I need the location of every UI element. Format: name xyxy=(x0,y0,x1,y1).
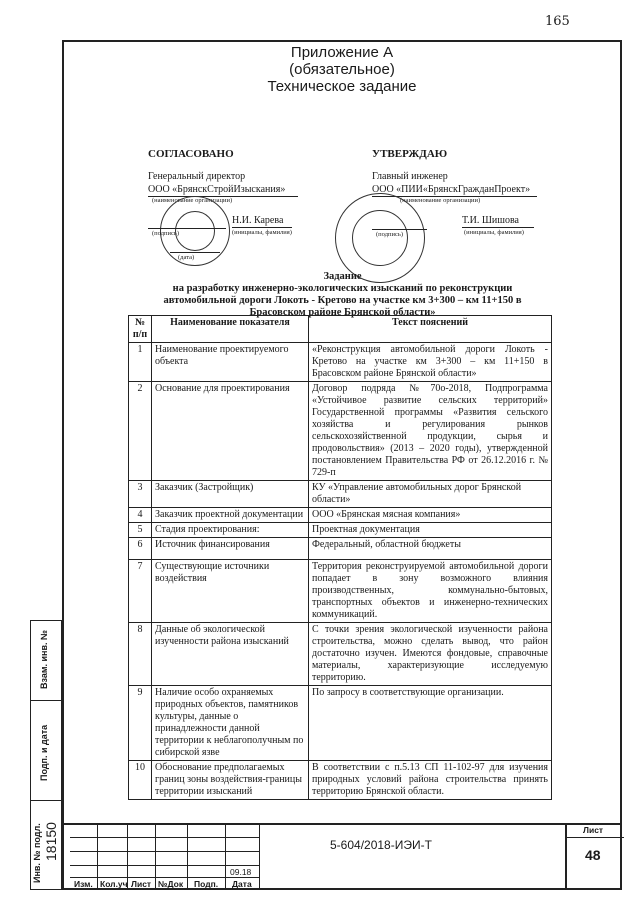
left-date-caption: (дата) xyxy=(178,254,195,261)
col-podp-label: Подп. xyxy=(194,879,219,889)
table-row xyxy=(129,382,552,481)
table-row xyxy=(129,623,552,686)
right-organization: ООО «ПИИ«БрянскГражданПроект» xyxy=(372,183,537,197)
row-explanation: С точки зрения экологической изученности района строительства, можно сделать вывод, что район достаточно изучен. Имеются фондовые, справочные материалы, характеризующие исследуемую территорию. xyxy=(309,623,552,686)
col-izm-label: Изм. xyxy=(74,879,93,889)
sheet-label: Лист xyxy=(583,825,604,835)
row-number: 9 xyxy=(129,686,152,761)
table-row xyxy=(129,538,552,560)
podp-label: Подп. и дата xyxy=(39,724,49,781)
appendix-caption: Техническое задание xyxy=(267,78,417,95)
inv-value: 18150 xyxy=(43,822,59,861)
left-name: Н.И. Карева xyxy=(232,214,292,228)
agreed-heading: СОГЛАСОВАНО xyxy=(148,148,234,160)
sidebar-podp-cell xyxy=(31,701,61,801)
col-list-label: Лист xyxy=(131,879,152,889)
row-number: 7 xyxy=(129,560,152,623)
right-org-caption: (наименование организации) xyxy=(400,197,481,204)
left-sign-line xyxy=(148,228,226,229)
header-number: № п/п xyxy=(129,316,152,343)
row-explanation: ООО «Брянская мясная компания» xyxy=(309,508,552,523)
row-number: 8 xyxy=(129,623,152,686)
col-data-label: Дата xyxy=(232,879,252,889)
sheet-box xyxy=(565,823,624,890)
row-parameter: Заказчик проектной документации xyxy=(152,508,309,523)
table-row xyxy=(129,481,552,508)
right-name: Т.И. Шишова xyxy=(462,214,534,228)
row-parameter: Источник финансирования xyxy=(152,538,309,560)
col-kol-label: Кол.уч xyxy=(100,879,128,889)
row-number: 1 xyxy=(129,343,152,382)
left-position: Генеральный директор xyxy=(148,171,246,182)
task-line-1: на разработку инженерно-экологических изысканий по реконструкции xyxy=(172,283,513,294)
row-explanation: Федеральный, областной бюджеты xyxy=(309,538,552,560)
row-explanation: В соответствии с п.5.13 СП 11-102-97 для изучения природных условий района строительства принять территорию Брянской области. xyxy=(309,761,552,800)
document-number: 5-604/2018-ИЭИ-Т xyxy=(330,838,432,852)
left-stamp-sidebar xyxy=(30,620,62,890)
table-header-row xyxy=(129,316,552,343)
row-explanation: Договор подряда №70о-2018, Подпрограмма «Устойчивое развитие сельских территорий» Государственной программы «Развития сельского хозяйства и регулирования рынков сельскохозяйственной продукции, сырья и продовольствия» (2013 – 2020 годы), утвержденной постановлением Правительства РФ от 26.12.2016 г. № 729-п xyxy=(309,382,552,481)
table-row xyxy=(129,686,552,761)
row-parameter: Основание для проектирования xyxy=(152,382,309,481)
row-number: 5 xyxy=(129,523,152,538)
vzam-label: Взам. инв. № xyxy=(39,629,49,689)
row-explanation: КУ «Управление автомобильных дорог Брянской области» xyxy=(309,481,552,508)
approved-heading: УТВЕРЖДАЮ xyxy=(372,148,448,160)
left-organization: ООО «БрянскСтройИзыскания» xyxy=(148,183,298,197)
appendix-title: Приложение А xyxy=(290,44,394,61)
specification-table xyxy=(128,315,552,800)
right-name-caption: (инициалы, фамилия) xyxy=(464,229,524,236)
row-explanation: «Реконструкция автомобильной дороги Локоть - Кретово на участке км 3+300 – км 11+150 в Брасовском районе Брянской области» xyxy=(309,343,552,382)
appendix-subtitle: (обязательное) xyxy=(289,61,395,78)
row-explanation: По запросу в соответствующие организации. xyxy=(309,686,552,761)
stamp-date-value: 09.18 xyxy=(230,867,252,877)
revision-grid xyxy=(70,823,260,890)
right-seal-inner xyxy=(352,210,408,266)
table-row xyxy=(129,523,552,538)
table-row xyxy=(129,343,552,382)
inv-label: Инв. № подл. xyxy=(32,823,42,883)
row-number: 2 xyxy=(129,382,152,481)
table-row xyxy=(129,508,552,523)
row-explanation: Территория реконструируемой автомобильной дороги попадает в зону возможного влияния производственных, коммунально-бытовых, транспортных объектов и инженерно-технических коммуникаций. xyxy=(309,560,552,623)
left-seal-inner xyxy=(175,211,215,251)
row-parameter: Наименование проектируемого объекта xyxy=(152,343,309,382)
table-row xyxy=(129,761,552,800)
task-line-2: автомобильной дороги Локоть - Кретово на участке км 3+300 – км 11+150 в xyxy=(163,295,522,306)
page-number: 165 xyxy=(545,14,570,29)
left-org-caption: (наименование организации) xyxy=(152,197,233,204)
right-sign-line xyxy=(372,229,427,230)
row-parameter: Наличие особо охраняемых природных объектов, памятников культуры, данные о принадлежности данной территории к неблагополучным по сибирской язве xyxy=(152,686,309,761)
row-number: 3 xyxy=(129,481,152,508)
right-position: Главный инженер xyxy=(372,171,448,182)
sheet-number: 48 xyxy=(585,847,601,863)
header-parameter: Наименование показателя xyxy=(152,316,309,343)
row-parameter: Заказчик (Застройщик) xyxy=(152,481,309,508)
task-line-3: Брасовском районе Брянской области» xyxy=(249,307,436,318)
left-date-line xyxy=(170,252,220,253)
col-ndok-label: №Док xyxy=(158,879,184,889)
left-sign-caption: (подпись) xyxy=(152,230,179,237)
sidebar-vzam-cell xyxy=(31,621,61,701)
sidebar-inv-cell xyxy=(31,801,61,889)
row-number: 4 xyxy=(129,508,152,523)
header-explanation: Текст пояснений xyxy=(309,316,552,343)
table-row xyxy=(129,560,552,623)
row-number: 10 xyxy=(129,761,152,800)
row-parameter: Данные об экологической изученности района изысканий xyxy=(152,623,309,686)
left-name-caption: (инициалы, фамилия) xyxy=(232,229,292,236)
row-parameter: Стадия проектирования: xyxy=(152,523,309,538)
task-title: Задание xyxy=(323,271,362,282)
row-explanation: Проектная документация xyxy=(309,523,552,538)
right-sign-caption: (подпись) xyxy=(376,231,403,238)
row-number: 6 xyxy=(129,538,152,560)
row-parameter: Существующие источники воздействия xyxy=(152,560,309,623)
row-parameter: Обоснование предполагаемых границ зоны воздействия-границы территории изысканий xyxy=(152,761,309,800)
